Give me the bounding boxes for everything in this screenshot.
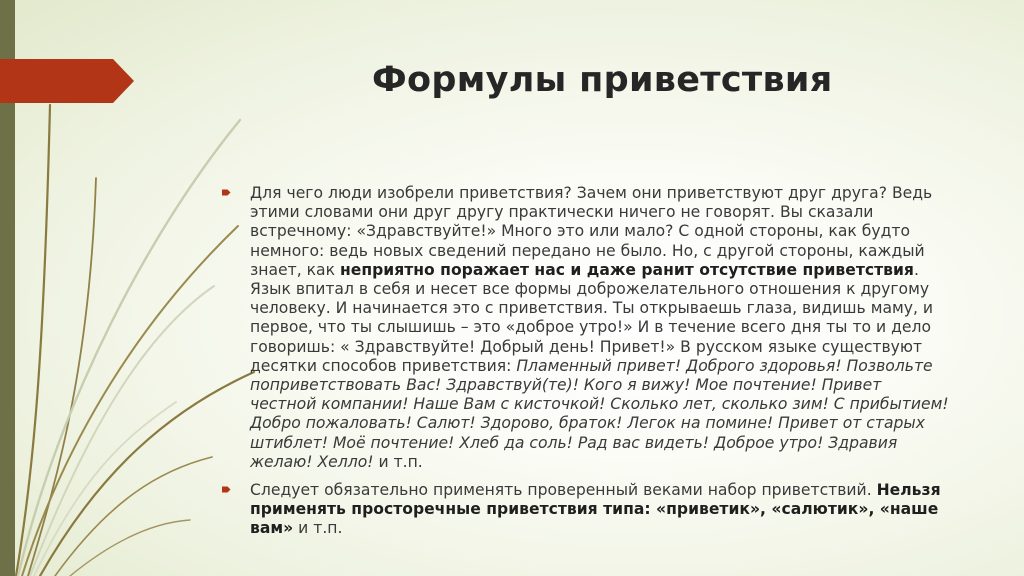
slide-body bbox=[222, 184, 950, 539]
title-accent-arrow bbox=[0, 59, 134, 103]
bullet-item-2 bbox=[222, 481, 950, 539]
paragraph-text: и т.п. bbox=[373, 452, 423, 471]
paragraph-text: Следует обязательно применять проверенный веками набор приветствий. bbox=[250, 481, 877, 500]
paragraph-text: Для чего люди изобрели приветствия? Зачем они приветствуют друг друга? Ведь этими словами они друг другу практически ничего не говорят. Вы сказали встречному: «Здравствуйте!» Много это или мало? С одной стороны, как будто немного: ведь новых сведений передано не было. Но, с другой стороны, каждый знает, как bbox=[250, 184, 933, 279]
paragraph-text: . Язык впитал в себя и несет все формы доброжелательного отношения к другому человеку. И начинается это с приветствия. Ты открываешь глаза, видишь маму, и первое, что ты слышишь – это «доброе утро!» И в течение всего дня ты то и дело говоришь: « Здравствуйте! Добрый день! Привет!» В русском языке существуют десятки способов приветствия: bbox=[250, 260, 934, 375]
paragraph-bold-text: неприятно поражает нас и даже ранит отсутствие приветствия bbox=[339, 260, 914, 279]
slide-title: Формулы приветствия bbox=[372, 60, 833, 100]
arrow-bullet-icon bbox=[222, 188, 231, 197]
arrow-bullet-icon bbox=[222, 485, 231, 494]
paragraph-bold-text: Нельзя применять просторечные приветствия типа: «приветик», «салютик», «наше вам» bbox=[250, 481, 941, 538]
greetings-italic-text: Пламенный привет! Доброго здоровья! Позвольте поприветствовать Вас! Здравствуй(те)! Кого я вижу! Мое почтение! Привет честной компании! Наше Вам с кисточкой! Сколько лет, сколько зим! С прибытием! Добро пожаловать! Салют! Здорово, браток! Легок на помине! Привет от старых штиблет! Моё почтение! Хлеб да соль! Рад вас видеть! Доброе утро! Здравия желаю! Хелло! bbox=[250, 356, 949, 471]
paragraph-text: и т.п. bbox=[293, 519, 343, 538]
bullet-item-1 bbox=[222, 184, 950, 472]
